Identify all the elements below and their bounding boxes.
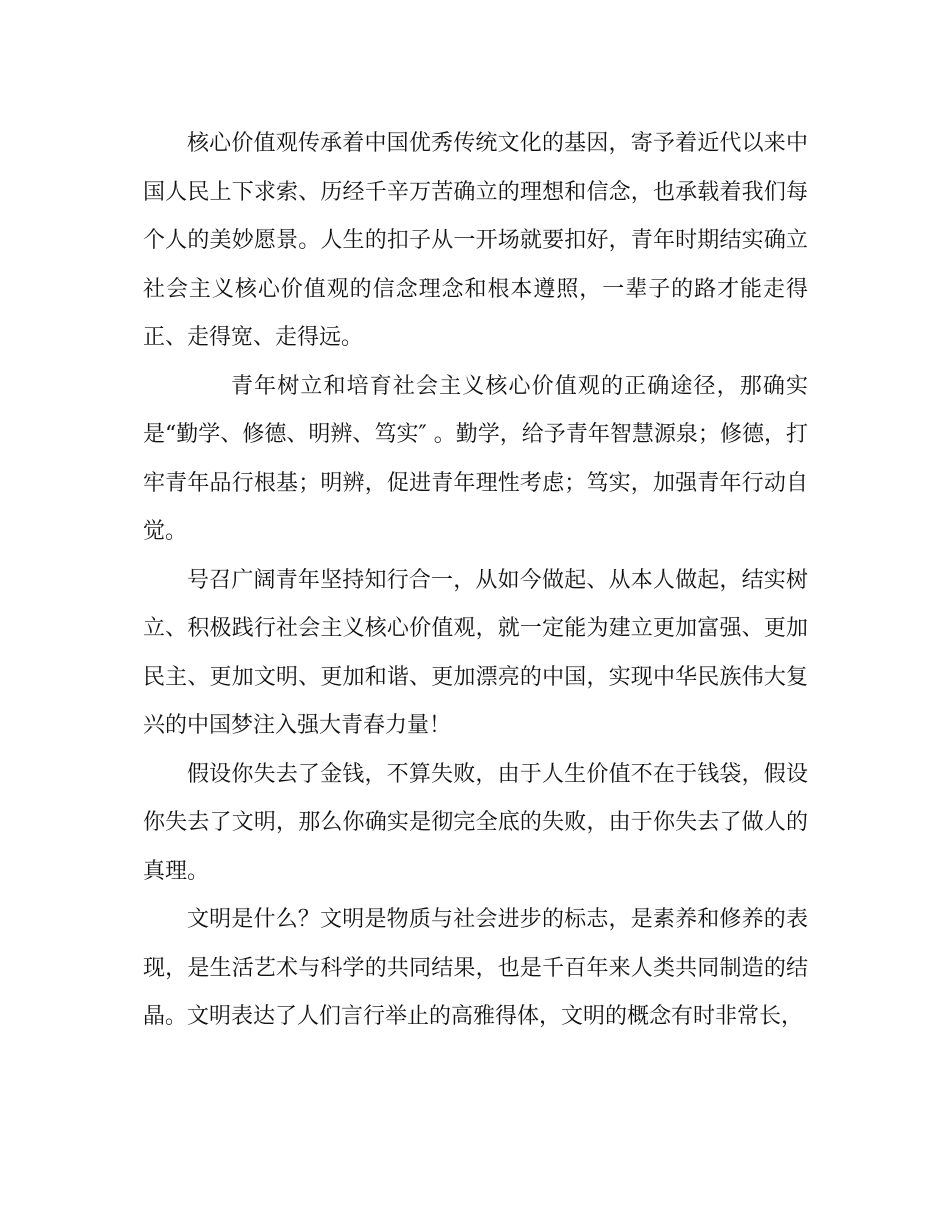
paragraph-losing-civility: 假设你失去了金钱，不算失败，由于人生价值不在于钱袋，假设你失去了文明，那么你确实是彻完全底的失败，由于你失去了做人的真理。: [143, 761, 808, 884]
paragraph-correct-path: 青年树立和培育社会主义核心价值观的正确途径，那确实是“勤学、修德、明辨、笃实″ 。勤学，给予青年智慧源泉；修德，打牢青年品行根基；明辨，促进青年理性考虑；笃实，加强青年行动自觉。: [143, 373, 808, 544]
document-body: [143, 120, 808, 1042]
paragraph-call-to-youth: 号召广阔青年坚持知行合一，从如今做起、从本人做起，结实树立、积极践行社会主义核心价值观，就一定能为建立更加富强、更加民主、更加文明、更加和谐、更加漂亮的中国，实现中华民族伟大复兴的中国梦注入强大青春力量！: [143, 567, 808, 738]
paragraph-core-values: 核心价值观传承着中国优秀传统文化的基因，寄予着近代以来中国人民上下求索、历经千辛万苦确立的理想和信念，也承载着我们每个人的美妙愿景。人生的扣子从一开场就要扣好，青年时期结实确立社会主义核心价值观的信念理念和根本遵照，一辈子的路才能走得正、走得宽、走得远。: [143, 131, 808, 350]
paragraph-what-is-civility: 文明是什么？文明是物质与社会进步的标志，是素养和修养的表现，是生活艺术与科学的共同结果，也是千百年来人类共同制造的结晶。文明表达了人们言行举止的高雅得体，文明的概念有时非常长，: [143, 907, 808, 1029]
